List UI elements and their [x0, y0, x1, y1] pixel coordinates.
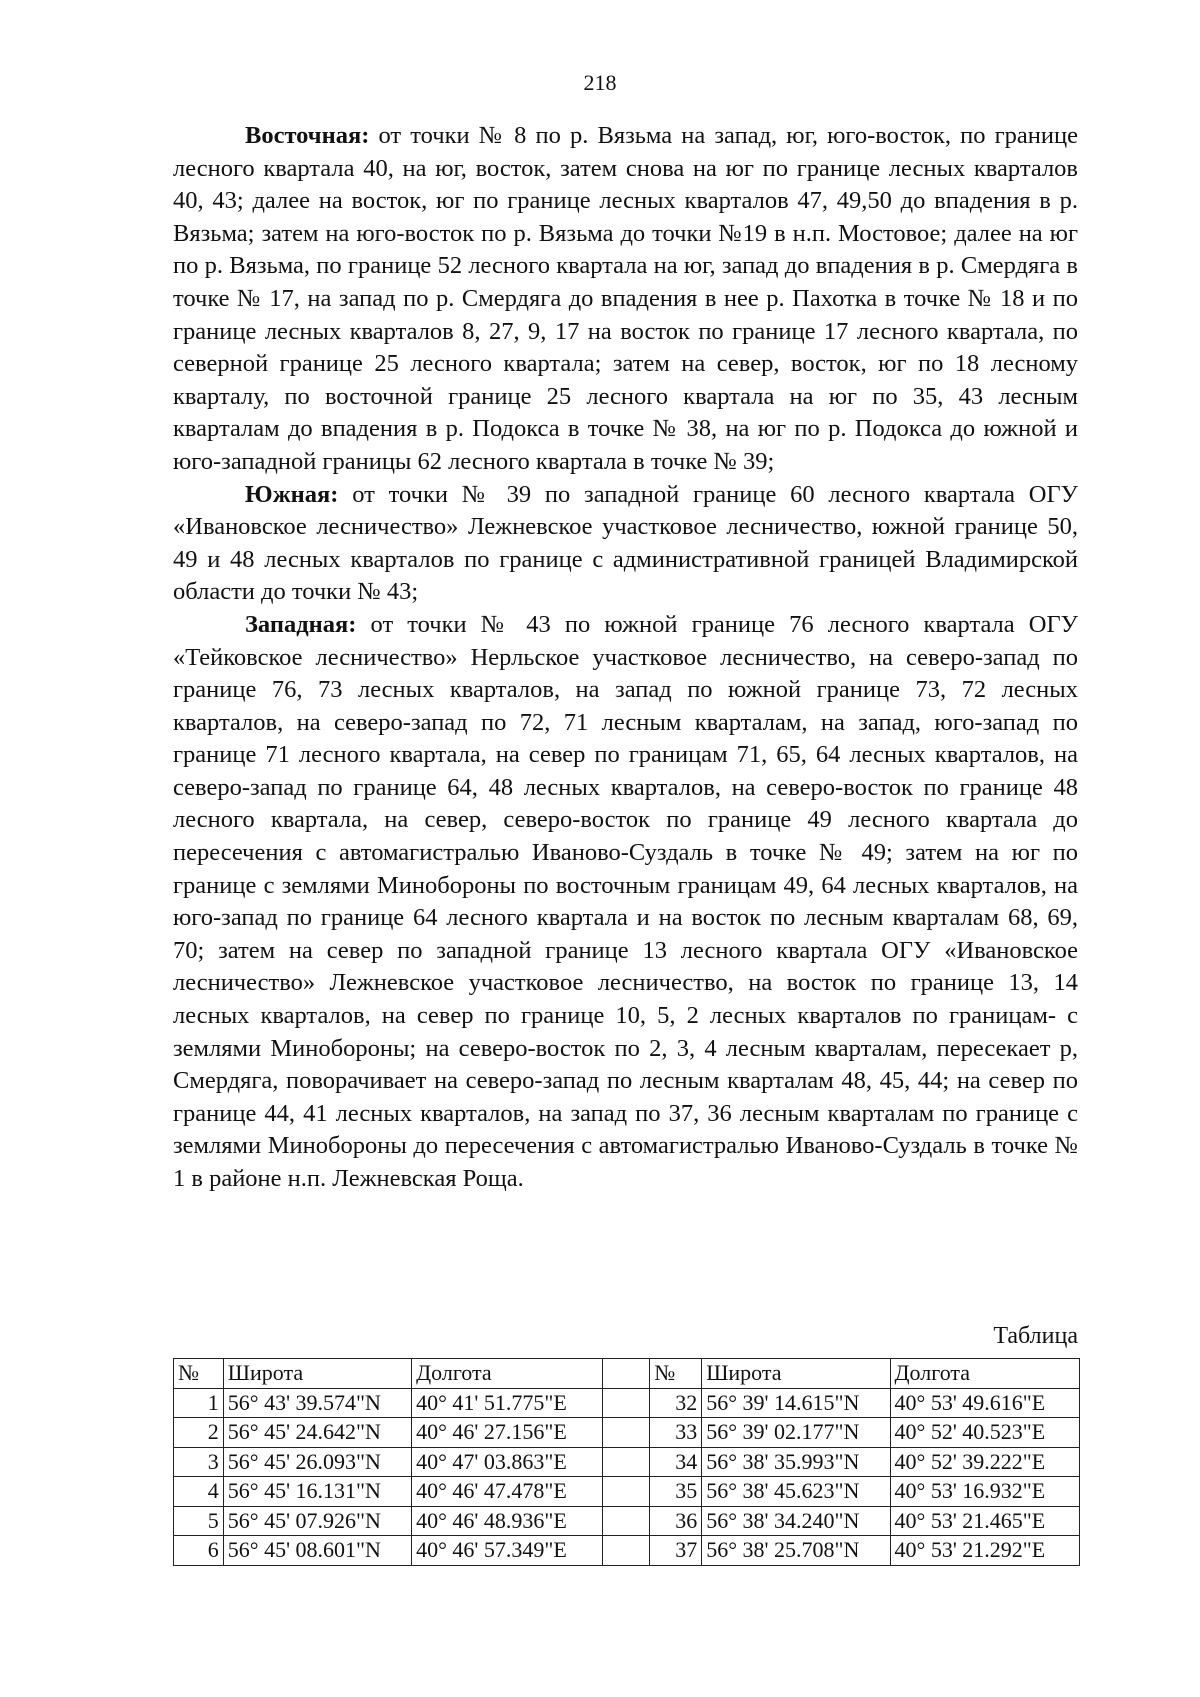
cell-latitude: 56° 45' 08.601"N [223, 1536, 411, 1566]
cell-gap [602, 1388, 650, 1418]
table-caption: Таблица [993, 1323, 1078, 1349]
paragraph-west [173, 609, 1078, 1196]
paragraph-south [173, 479, 1078, 609]
cell-longitude: 40° 52' 39.222"E [890, 1447, 1079, 1477]
cell-latitude: 56° 43' 39.574"N [223, 1388, 411, 1418]
cell-longitude: 40° 46' 57.349"E [412, 1536, 603, 1566]
paragraph-text: от точки № 39 по западной границе 60 лесного квартала ОГУ «Ивановское лесничество» Лежневское участковое лесничество, южной границе 50, 49 и 48 лесных кварталов по границе с административной границей Владимирской области до точки № 43; [173, 480, 1078, 606]
paragraph-heading: Западная: [245, 610, 357, 638]
cell-number: 6 [174, 1536, 224, 1566]
cell-latitude: 56° 39' 02.177"N [702, 1418, 890, 1448]
paragraph-east [173, 120, 1078, 479]
header-number: № [174, 1359, 224, 1389]
cell-latitude: 56° 38' 34.240"N [702, 1506, 890, 1536]
cell-number: 1 [174, 1388, 224, 1418]
paragraph-text: от точки № 8 по р. Вязьма на запад, юг, юго-восток, по границе лесного квартала 40, на юг, восток, затем снова на юг по границе лесных кварталов 40, 43; далее на восток, юг по границе лесных кварталов 47, 49,50 до впадения в р. Вязьма; затем на юго-восток по р. Вязьма до точки №19 в н.п. Мостовое; далее на юг по р. Вязьма, по границе 52 лесного квартала на юг, запад до впадения в р. Смердяга в точке № 17, на запад по р. Смердяга до впадения в нее р. Пахотка в точке № 18 и по границе лесных кварталов 8, 27, 9, 17 на восток по границе 17 лесного квартала, по северной границе 25 лесного квартала; затем на север, восток, юг по 18 лесному кварталу, по восточной границе 25 лесного квартала на юг по 35, 43 лесным кварталам до впадения в р. Подокса в точке № 38, на юг по р. Подокса до южной и юго-западной границы 62 лесного квартала в точке № 39; [173, 122, 1078, 475]
cell-longitude: 40° 46' 48.936"E [412, 1506, 603, 1536]
paragraph-text: от точки № 43 по южной границе 76 лесного квартала ОГУ «Тейковское лесничество» Нерльское участковое лесничество, на северо-запад по границе 76, 73 лесных кварталов, на запад по южной границе 73, 72 лесных кварталов, на северо-запад по 72, 71 лесным кварталам, на запад, юго-запад по границе 71 лесного квартала, на север по границам 71, 65, 64 лесных кварталов, на северо-запад по границе 64, 48 лесных кварталов, на северо-восток по границе 48 лесного квартала, на север, северо-восток по границе 49 лесного квартала до пересечения с автомагистралью Иваново-Суздаль в точке № 49; затем на юг по границе с землями Минобороны по восточным границам 49, 64 лесных кварталов, на юго-запад по границе 64 лесного квартала и на восток по лесным кварталам 68, 69, 70; затем на север по западной границе 13 лесного квартала ОГУ «Ивановское лесничество» Лежневское участковое лесничество, на восток по границе 13, 14 лесных кварталов, на север по границе 10, 5, 2 лесных кварталов по границам- с землями Минобороны; на северо-восток по 2, 3, 4 лесным кварталам, пересекает р, Смердяга, поворачивает на северо-запад по лесным кварталам 48, 45, 44; на север по границе 44, 41 лесных кварталов, на запад по 37, 36 лесным кварталам по границе с землями Минобороны до пересечения с автомагистралью Иваново-Суздаль в точке № 1 в районе н.п. Лежневская Роща. [173, 610, 1078, 1192]
table-row [174, 1477, 1080, 1507]
cell-latitude: 56° 38' 35.993"N [702, 1447, 890, 1477]
cell-longitude: 40° 53' 16.932"E [890, 1477, 1079, 1507]
cell-number: 33 [650, 1418, 702, 1448]
cell-longitude: 40° 46' 27.156"E [412, 1418, 603, 1448]
header-gap [602, 1359, 650, 1389]
header-longitude: Долгота [412, 1359, 603, 1389]
header-number: № [650, 1359, 702, 1389]
cell-latitude: 56° 39' 14.615"N [702, 1388, 890, 1418]
cell-number: 36 [650, 1506, 702, 1536]
cell-latitude: 56° 45' 24.642"N [223, 1418, 411, 1448]
cell-number: 5 [174, 1506, 224, 1536]
cell-longitude: 40° 53' 21.292"E [890, 1536, 1079, 1566]
cell-number: 35 [650, 1477, 702, 1507]
cell-number: 2 [174, 1418, 224, 1448]
cell-gap [602, 1418, 650, 1448]
table-row [174, 1388, 1080, 1418]
table-row [174, 1447, 1080, 1477]
cell-longitude: 40° 53' 21.465"E [890, 1506, 1079, 1536]
cell-latitude: 56° 45' 07.926"N [223, 1506, 411, 1536]
paragraph-heading: Восточная: [245, 122, 370, 149]
document-body [173, 120, 1078, 1196]
cell-latitude: 56° 38' 45.623"N [702, 1477, 890, 1507]
cell-number: 3 [174, 1447, 224, 1477]
cell-longitude: 40° 47' 03.863"E [412, 1447, 603, 1477]
cell-number: 4 [174, 1477, 224, 1507]
cell-number: 34 [650, 1447, 702, 1477]
table-row [174, 1536, 1080, 1566]
cell-longitude: 40° 52' 40.523"E [890, 1418, 1079, 1448]
cell-gap [602, 1506, 650, 1536]
cell-gap [602, 1536, 650, 1566]
cell-longitude: 40° 46' 47.478"E [412, 1477, 603, 1507]
cell-gap [602, 1477, 650, 1507]
page-number: 218 [583, 70, 617, 95]
header-longitude: Долгота [890, 1359, 1079, 1389]
header-latitude: Широта [702, 1359, 890, 1389]
header-latitude: Широта [223, 1359, 411, 1389]
cell-latitude: 56° 45' 26.093"N [223, 1447, 411, 1477]
table-header-row [174, 1359, 1080, 1389]
cell-latitude: 56° 45' 16.131"N [223, 1477, 411, 1507]
paragraph-heading: Южная: [245, 480, 339, 508]
table-row [174, 1506, 1080, 1536]
cell-gap [602, 1447, 650, 1477]
cell-longitude: 40° 41' 51.775"E [412, 1388, 603, 1418]
coordinates-table [173, 1358, 1080, 1566]
cell-number: 37 [650, 1536, 702, 1566]
cell-number: 32 [650, 1388, 702, 1418]
table-row [174, 1418, 1080, 1448]
cell-latitude: 56° 38' 25.708"N [702, 1536, 890, 1566]
cell-longitude: 40° 53' 49.616"E [890, 1388, 1079, 1418]
